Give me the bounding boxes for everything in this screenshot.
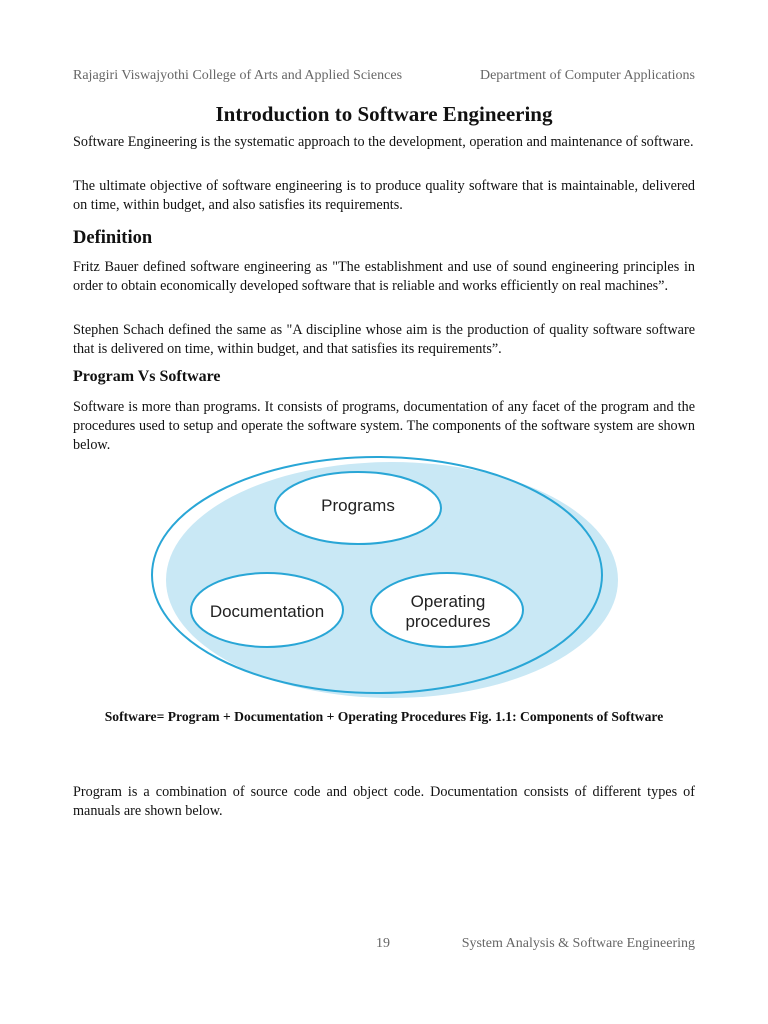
label-procedures: procedures <box>405 612 491 631</box>
footer-book-title: System Analysis & Software Engineering <box>461 936 695 951</box>
definition-heading: Definition <box>73 228 153 248</box>
page-number: 19 <box>376 936 390 951</box>
intro-paragraph-1: Software Engineering is the systematic approach to the development, operation and maintenance of software. <box>73 134 694 150</box>
definition-paragraph-1: Fritz Bauer defined software engineering as "The establishment and use of sound engineering principles in order to obtain economically developed software that is reliable and works efficiently on real machines”. <box>73 259 695 294</box>
program-vs-software-paragraph: Software is more than programs. It consists of programs, documentation of any facet of the program and the procedures used to setup and operate the software system. The components of the software system are shown below. <box>73 399 695 453</box>
definition-paragraph-2: Stephen Schach defined the same as "A discipline whose aim is the production of quality software software that is delivered on time, within budget, and that satisfies its requirements”. <box>73 322 695 357</box>
closing-paragraph: Program is a combination of source code and object code. Documentation consists of different types of manuals are shown below. <box>73 784 695 819</box>
figure-caption: Software= Program + Documentation + Operating Procedures Fig. 1.1: Components of Software <box>104 709 664 724</box>
label-programs: Programs <box>321 496 395 515</box>
software-components-diagram <box>140 452 624 702</box>
label-documentation: Documentation <box>209 602 325 621</box>
header-college: Rajagiri Viswajyothi College of Arts and Applied Sciences <box>73 68 403 83</box>
label-operating: Operating <box>410 592 486 611</box>
page-header <box>73 68 695 84</box>
program-vs-software-heading: Program Vs Software <box>73 368 221 385</box>
header-department: Department of Computer Applications <box>479 68 695 83</box>
intro-paragraph-2: The ultimate objective of software engineering is to produce quality software that is maintainable, delivered on time, within budget, and also satisfies its requirements. <box>73 178 695 213</box>
page-title: Introduction to Software Engineering <box>215 102 553 126</box>
